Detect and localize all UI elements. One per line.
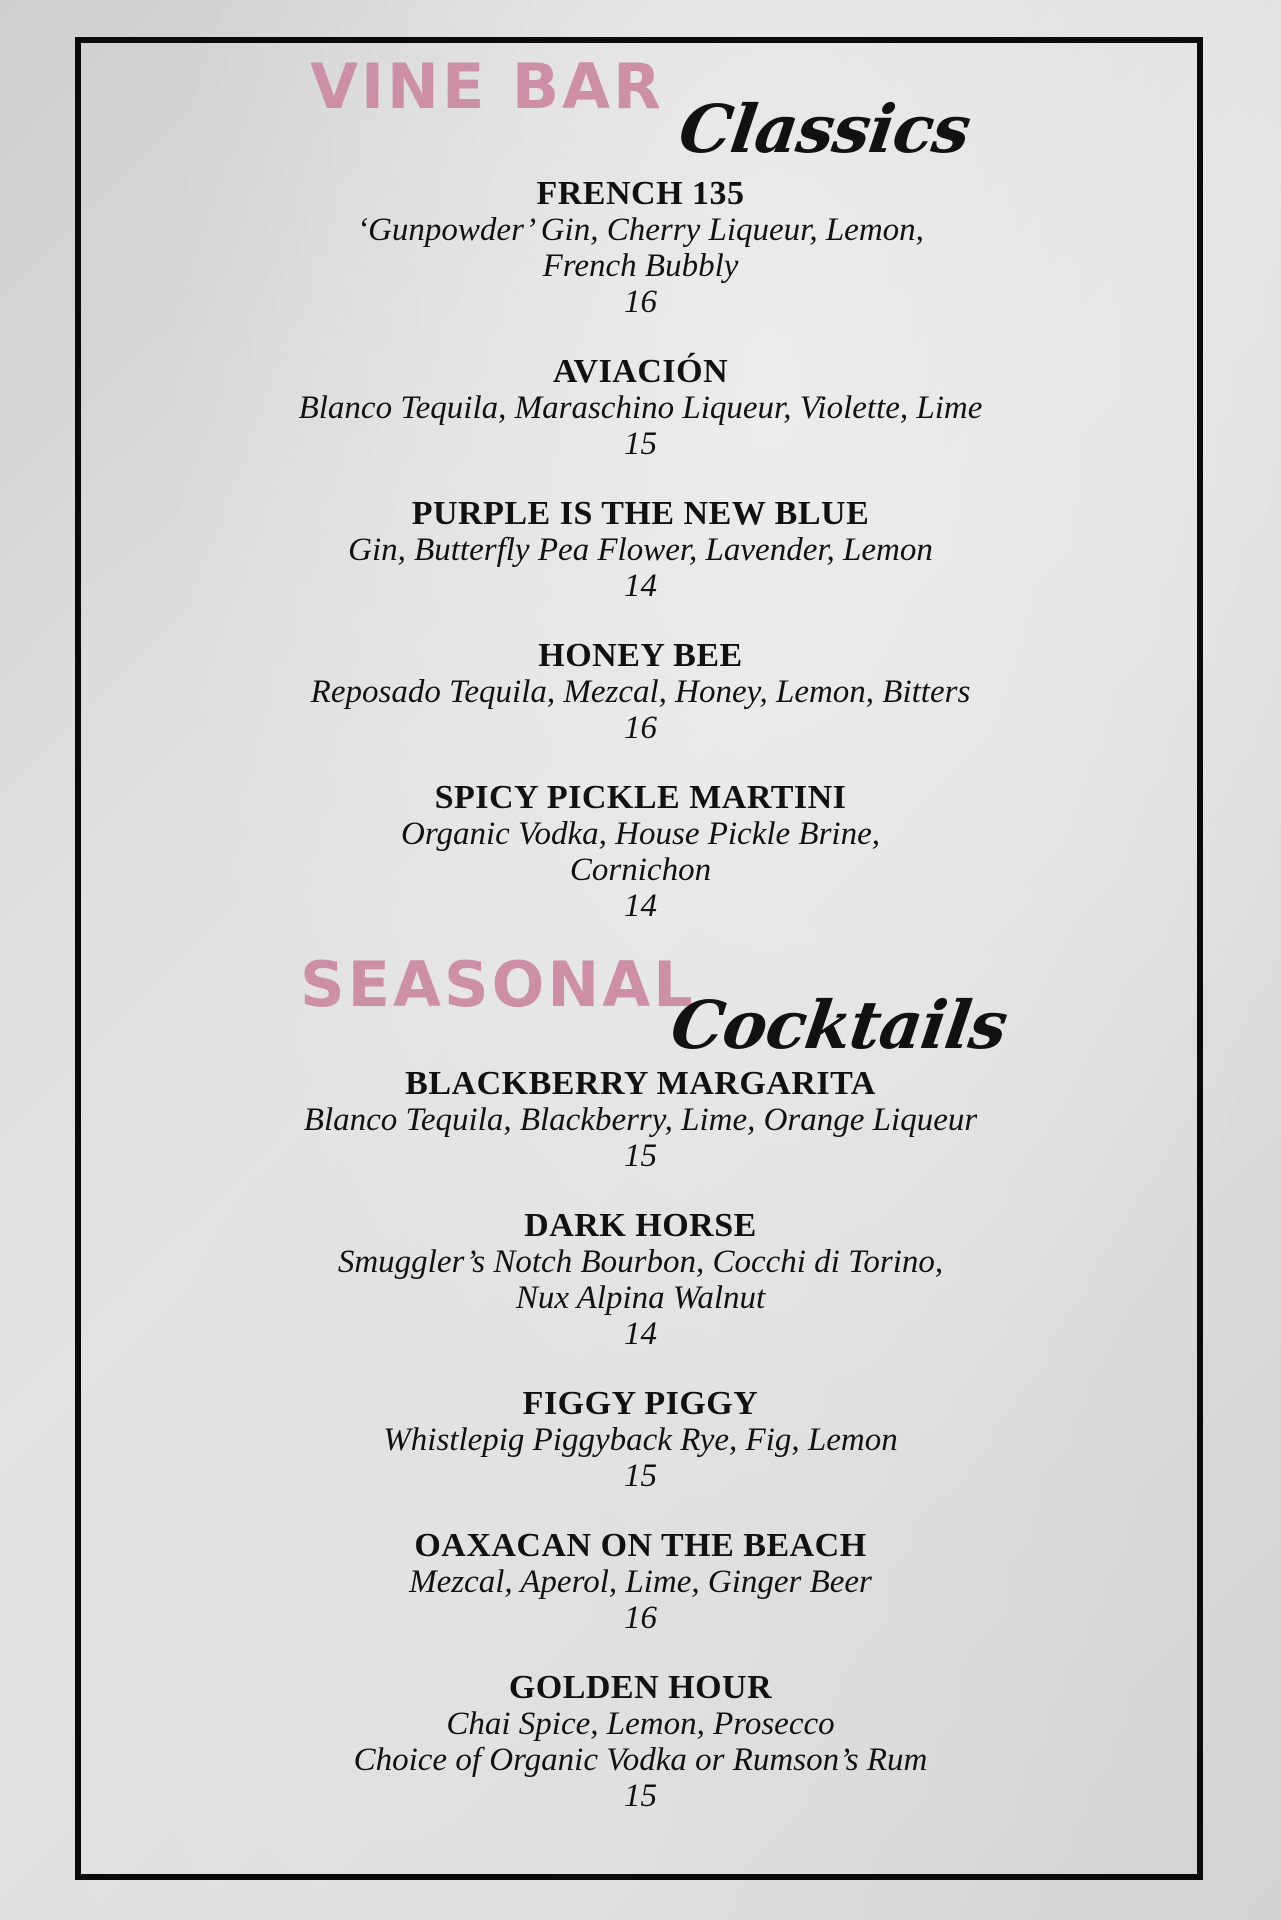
menu-item	[0, 1670, 1281, 1814]
item-name: BLACKBERRY MARGARITA	[405, 1065, 876, 1102]
classics-header	[0, 50, 1281, 170]
item-desc: Mezcal, Aperol, Lime, Ginger Beer	[409, 1564, 872, 1600]
item-price: 14	[624, 568, 657, 604]
item-desc: Chai Spice, Lemon, Prosecco	[446, 1706, 835, 1742]
seasonal-header	[0, 948, 1281, 1068]
menu-item	[0, 1208, 1281, 1352]
item-price: 14	[624, 1316, 657, 1352]
item-price: 14	[624, 888, 657, 924]
item-price: 15	[624, 1138, 657, 1174]
item-desc: Whistlepig Piggyback Rye, Fig, Lemon	[383, 1422, 898, 1458]
seasonal-list	[0, 1066, 1281, 1814]
item-desc: Gin, Butterfly Pea Flower, Lavender, Lemon	[348, 532, 933, 568]
item-name: AVIACIÓN	[552, 353, 729, 390]
item-desc: Reposado Tequila, Mezcal, Honey, Lemon, Bitters	[310, 674, 971, 710]
item-desc: Blanco Tequila, Blackberry, Lime, Orange Liqueur	[303, 1102, 978, 1138]
item-desc: Smuggler’s Notch Bourbon, Cocchi di Torino,	[337, 1244, 944, 1280]
menu-item	[0, 780, 1281, 924]
item-price: 16	[624, 1600, 657, 1636]
item-price: 16	[624, 710, 657, 746]
item-desc: Nux Alpina Walnut	[515, 1280, 766, 1316]
classics-script-title: Classics	[674, 90, 975, 168]
vine-bar-title: VINE BAR	[310, 50, 664, 123]
item-name: GOLDEN HOUR	[508, 1669, 773, 1706]
menu-item	[0, 1386, 1281, 1494]
cocktails-script-title: Cocktails	[666, 986, 1012, 1064]
menu-item	[0, 354, 1281, 462]
item-desc: Blanco Tequila, Maraschino Liqueur, Violette, Lime	[298, 390, 983, 426]
item-desc: Organic Vodka, House Pickle Brine,	[401, 816, 880, 852]
item-name: FIGGY PIGGY	[522, 1385, 759, 1422]
menu-item	[0, 176, 1281, 320]
menu-item	[0, 496, 1281, 604]
item-name: FRENCH 135	[536, 175, 745, 212]
item-desc: Cornichon	[569, 852, 712, 888]
menu-item	[0, 1528, 1281, 1636]
item-price: 15	[624, 1458, 657, 1494]
item-name: SPICY PICKLE MARTINI	[434, 779, 847, 816]
seasonal-title: SEASONAL	[300, 948, 696, 1021]
menu-item	[0, 1066, 1281, 1174]
item-desc: French Bubbly	[542, 248, 739, 284]
item-price: 15	[624, 1778, 657, 1814]
classics-list	[0, 176, 1281, 924]
item-name: HONEY BEE	[538, 637, 743, 674]
item-desc: ‘Gunpowder’ Gin, Cherry Liqueur, Lemon,	[357, 212, 924, 248]
item-price: 16	[624, 284, 657, 320]
item-name: DARK HORSE	[524, 1207, 757, 1244]
item-name: PURPLE IS THE NEW BLUE	[411, 495, 870, 532]
menu-item	[0, 638, 1281, 746]
item-name: OAXACAN ON THE BEACH	[414, 1527, 867, 1564]
item-desc: Choice of Organic Vodka or Rumson’s Rum	[353, 1742, 928, 1778]
item-price: 15	[624, 426, 657, 462]
